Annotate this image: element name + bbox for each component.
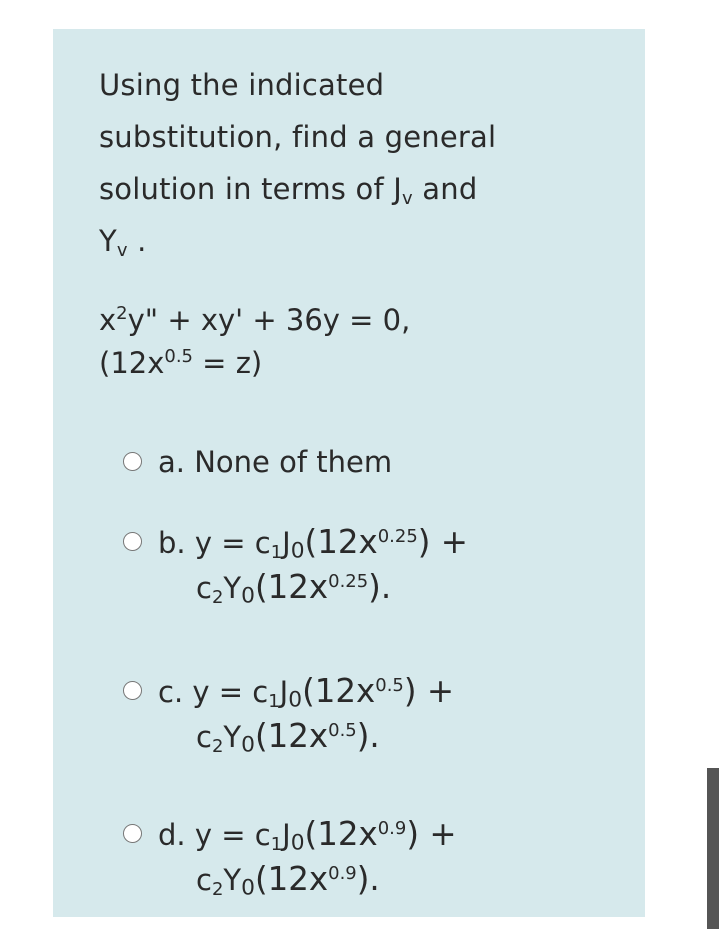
question-line: solution in terms of $J_v$ and <box>99 172 478 210</box>
option-d[interactable] <box>123 812 457 902</box>
radio-button-icon[interactable] <box>123 452 142 471</box>
option-letter: a. <box>158 445 185 479</box>
option-a[interactable] <box>123 440 392 484</box>
option-text: None of them <box>194 445 393 479</box>
option-text: b. $y = c_1J_0(12x^{0.25})$ + $c_2Y_0(12x^{0.25})$. <box>158 523 468 609</box>
question-card <box>53 29 645 917</box>
equation-line-2: $(12x^{0.5} = z)$ <box>99 345 263 380</box>
option-text: c. $y = c_1J_0(12x^{0.5})$ + $c_2Y_0(12x^{0.5})$. <box>158 672 455 758</box>
radio-button-icon[interactable] <box>123 681 142 700</box>
scrollbar[interactable] <box>707 768 719 929</box>
question-line: substitution, find a general <box>99 120 497 154</box>
option-b[interactable] <box>123 520 468 610</box>
option-text: d. $y = c_1J_0(12x^{0.9})$ + $c_2Y_0(12x^{0.9})$. <box>158 815 457 901</box>
radio-button-icon[interactable] <box>123 824 142 843</box>
option-c[interactable] <box>123 669 454 759</box>
equation <box>99 299 410 385</box>
question-text <box>99 59 619 267</box>
equation-line-1: $x^2y$" + xy' + 36y = 0, <box>99 302 411 337</box>
question-line: $Y_v$ . <box>99 224 147 262</box>
question-line: Using the indicated <box>99 68 385 102</box>
radio-button-icon[interactable] <box>123 532 142 551</box>
